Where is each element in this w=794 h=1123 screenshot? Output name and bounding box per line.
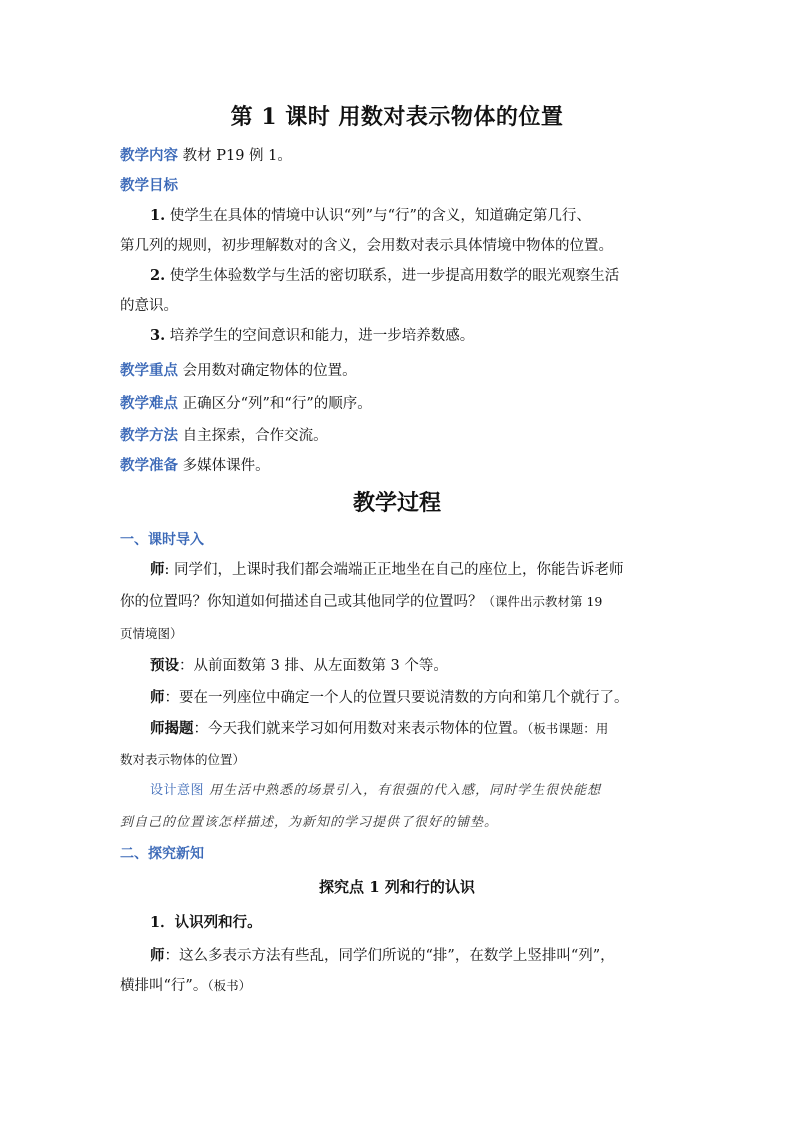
part-2-t-text-1: ：这么多表示方法有些乱，同学们所说的“排”，在数学上竖排叫“列”， <box>164 948 615 964</box>
part-1-p4-note-2: 数对表示物体的位置） <box>120 752 246 767</box>
part-1-p1-line-1 <box>150 560 680 580</box>
part-2-t-text-2: 横排叫“行”。 <box>120 978 208 994</box>
key-point-label: 教学重点 <box>120 363 178 379</box>
goal-1-text-1: 使学生在具体的情境中认识“列”与“行”的含义，知道确定第几行、 <box>165 208 591 224</box>
design-intent-line-1 <box>150 781 680 801</box>
difficulty <box>120 394 680 414</box>
teaching-goals-label <box>120 176 680 196</box>
teaching-content-text: 教材 P19 例 1。 <box>178 148 292 164</box>
goal-3-line-1 <box>150 326 680 346</box>
key-point <box>120 361 680 381</box>
part-1-p3 <box>150 688 680 708</box>
part-2-t-note: （板书） <box>207 978 252 993</box>
lesson-title: 第 1 课时 用数对表示物体的位置 <box>230 104 564 130</box>
goal-3-text-1: 培养学生的空间意识和能力，进一步培养数感。 <box>165 328 475 344</box>
part-1-p1-note-1: （课件出示教材第 19 <box>482 594 603 609</box>
part-1-p1-note-2: 页情境图） <box>120 626 183 641</box>
process-title: 教学过程 <box>352 490 441 516</box>
teaching-content-label: 教学内容 <box>120 148 178 164</box>
method <box>120 426 680 446</box>
part-1-p4-note-1: （板书课题：用 <box>527 721 609 736</box>
part-1-p2 <box>150 656 680 676</box>
preset-label: 预设 <box>150 657 179 674</box>
part-1-p1-text-1: : 同学们，上课时我们都会端端正正地坐在自己的座位上，你能告诉老师 <box>164 562 624 578</box>
part-2-heading: 二、探究新知 <box>120 846 204 862</box>
goal-2-text-1: 使学生体验数学与生活的密切联系，进一步提高用数学的眼光观察生活 <box>165 268 620 284</box>
item-1: 1．认识列和行。 <box>150 914 262 931</box>
prep-text: 多媒体课件。 <box>178 458 270 474</box>
goal-1-line-2: 第几列的规则，初步理解数对的含义，会用数对表示具体情境中物体的位置。 <box>120 238 613 254</box>
goal-2-line-2: 的意识。 <box>120 298 178 314</box>
preparation <box>120 456 680 476</box>
difficulty-text: 正确区分“列”和“行”的顺序。 <box>178 396 372 412</box>
part-2-t-line-2 <box>120 976 680 996</box>
design-intent-line-2: 到自己的位置该怎样描述，为新知的学习提供了很好的铺垫。 <box>120 815 499 830</box>
part-1-heading: 一、课时导入 <box>120 532 204 548</box>
method-label: 教学方法 <box>120 428 178 444</box>
difficulty-label: 教学难点 <box>120 396 178 412</box>
part-2-t-line-1 <box>150 946 680 966</box>
teacher-label-2: 师 <box>150 689 165 706</box>
teacher-label: 师 <box>150 561 165 578</box>
design-intent-label: 设计意图 <box>150 783 205 798</box>
goal-2-number: 2. <box>150 267 166 284</box>
part-1-p1-text-2: 你的位置吗？你知道如何描述自己或其他同学的位置吗？ <box>120 594 483 610</box>
explore-point-title: 探究点 1 列和行的认识 <box>319 878 475 896</box>
prep-label: 教学准备 <box>120 458 178 474</box>
teacher-reveal-label: 师揭题 <box>150 720 194 737</box>
part-1-p4-text: ：今天我们就来学习如何用数对来表示物体的位置。 <box>193 721 527 737</box>
key-point-text: 会用数对确定物体的位置。 <box>178 363 357 379</box>
method-text: 自主探索，合作交流。 <box>178 428 328 444</box>
goal-1-number: 1. <box>150 207 166 224</box>
goals-label: 教学目标 <box>120 178 178 194</box>
goal-2-line-1 <box>150 266 680 286</box>
teacher-label-3: 师 <box>150 947 165 964</box>
goal-3-number: 3. <box>150 327 166 344</box>
part-1-p1-line-2 <box>120 592 680 612</box>
part-1-p2-text: ：从前面数第 3 排、从左面数第 3 个等。 <box>179 658 448 674</box>
part-1-p4-line-1 <box>150 719 680 739</box>
design-intent-text-1: 用生活中熟悉的场景引入，有很强的代入感，同时学生很快能想 <box>204 783 602 798</box>
part-1-p3-text: ：要在一列座位中确定一个人的位置只要说清数的方向和第几个就行了。 <box>164 690 629 706</box>
teaching-content <box>120 146 680 166</box>
goal-1-line-1 <box>150 206 680 226</box>
